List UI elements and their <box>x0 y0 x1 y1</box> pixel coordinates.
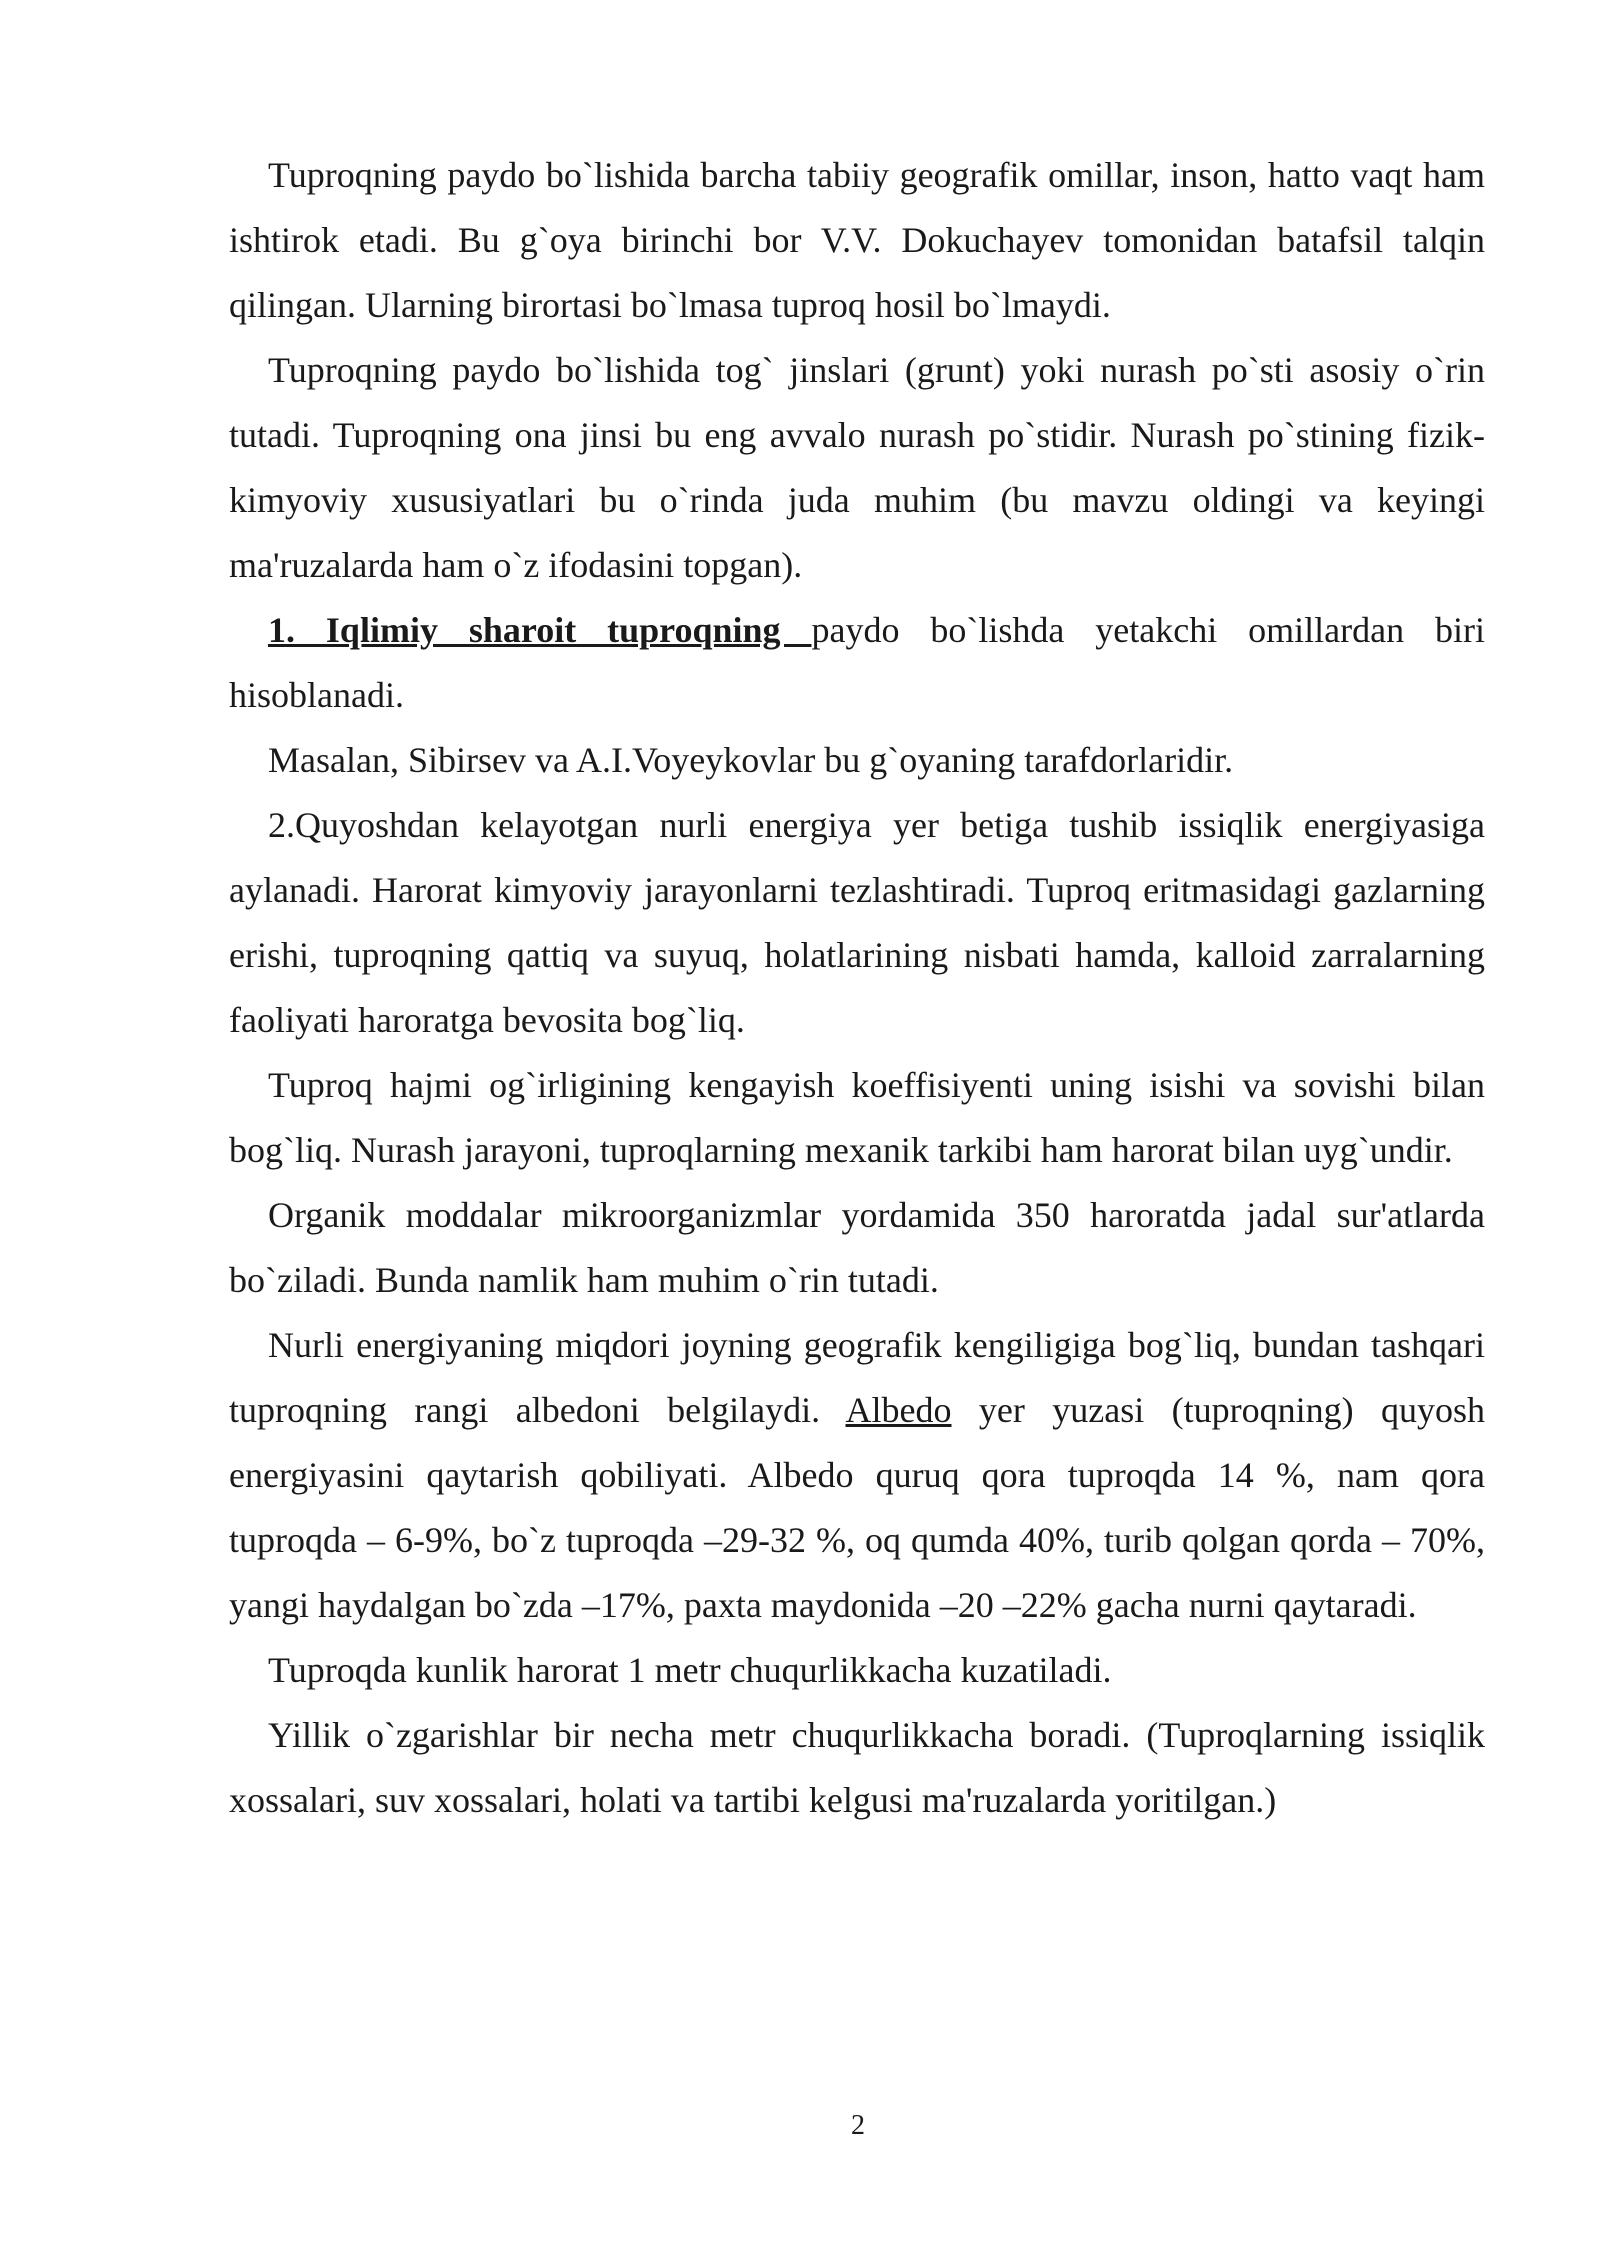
paragraph-text: paydo bo`lishda yetakchi omillardan biri hisoblanadi. <box>229 610 1485 715</box>
paragraph: Organik moddalar mikroorganizmlar yordamida 350 haroratda jadal sur'atlarda bo`ziladi. Bunda namlik ham muhim o`rin tutadi. <box>229 1195 1485 1300</box>
paragraph: Tuproqning paydo bo`lishida barcha tabiiy geografik omillar, inson, hatto vaqt ham ishtirok etadi. Bu g`oya birinchi bor V.V. Dokuchayev tomonidan batafsil talqin qilingan. Ularning birortasi bo`lmasa tuproq hosil bo`lmaydi. <box>229 155 1485 325</box>
underlined-term: Albedo <box>845 1390 952 1430</box>
page-number: 2 <box>851 2110 865 2141</box>
paragraph-text: yer yuzasi (tuproqning) quyosh energiyasini qaytarish qobiliyati. Albedo quruq qora tuproqda 14 %, nam qora tuproqda – 6-9%, bo`z tuproqda –29-32 %, oq qumda 40%, turib qolgan qorda – 70%, yangi haydalgan bo`zda –17%, paxta maydonida –20 –22% gacha nurni qaytaradi. <box>229 1390 1485 1625</box>
section-heading: 1. Iqlimiy sharoit tuproqning <box>268 610 812 650</box>
body-text <box>229 143 1485 1833</box>
paragraph: Tuproq hajmi og`irligining kengayish koeffisiyenti uning isishi va sovishi bilan bog`liq. Nurash jarayoni, tuproqlarning mexanik tarkibi ham harorat bilan uyg`undir. <box>229 1065 1485 1170</box>
paragraph: 2.Quyoshdan kelayotgan nurli energiya yer betiga tushib issiqlik energiyasiga aylanadi. Harorat kimyoviy jarayonlarni tezlashtiradi. Tuproq eritmasidagi gazlarning erishi, tuproqning qattiq va suyuq, holatlarining nisbati hamda, kalloid zarralarning faoliyati haroratga bevosita bog`liq. <box>229 805 1485 1040</box>
paragraph-text: Nurli energiyaning miqdori joyning geografik kengiligiga bog`liq, bundan tashqari tuproqning rangi albedoni belgilaydi. <box>229 1325 1485 1430</box>
paragraph <box>229 598 1485 728</box>
paragraph: Yillik o`zgarishlar bir necha metr chuqurlikkacha boradi. (Tuproqlarning issiqlik xossalari, suv xossalari, holati va tartibi kelgusi ma'ruzalarda yoritilgan.) <box>229 1715 1485 1820</box>
paragraph: Tuproqning paydo bo`lishida tog` jinslari (grunt) yoki nurash po`sti asosiy o`rin tutadi. Tuproqning ona jinsi bu eng avvalo nurash po`stidir. Nurash po`stining fizik-kimyoviy xususiyatlari bu o`rinda juda muhim (bu mavzu oldingi va keyingi ma'ruzalarda ham o`z ifodasini topgan). <box>229 350 1485 585</box>
paragraph: Masalan, Sibirsev va A.I.Voyeykovlar bu g`oyaning tarafdorlaridir. <box>268 740 1234 780</box>
paragraph <box>229 1313 1485 1638</box>
paragraph: Tuproqda kunlik harorat 1 metr chuqurlikkacha kuzatiladi. <box>268 1650 1112 1690</box>
